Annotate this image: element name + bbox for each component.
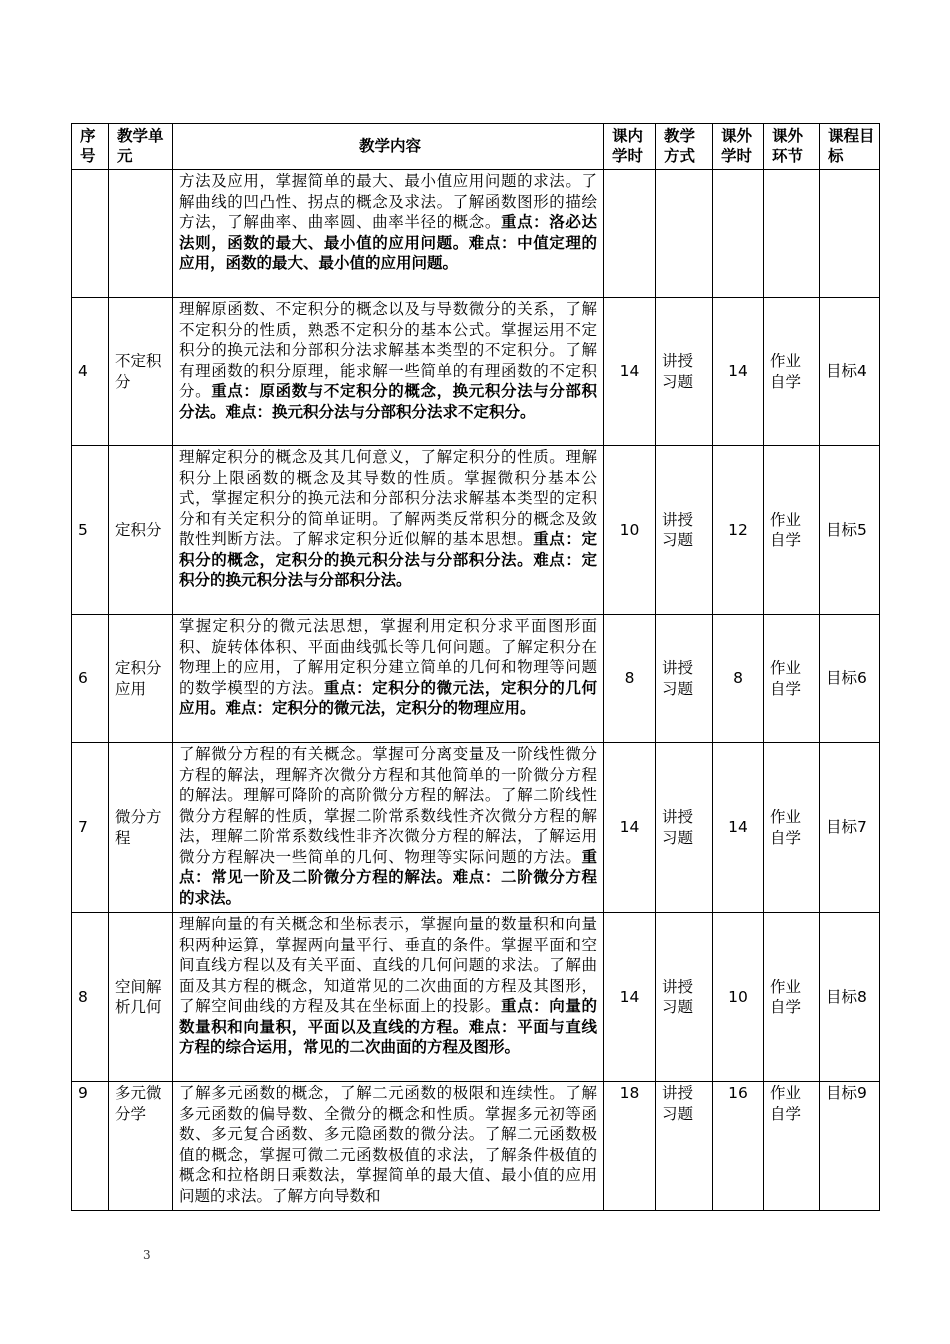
content-text: 理解定积分的概念及其几何意义，了解定积分的性质。理解积分上限函数的概念及其导数的性质。掌握微积分基本公式，掌握定积分的换元法和分部积分法求解基本类型的定积分和有关定积分的简单证明。了解两类反常积分的概念及敛散性判断方法。了解求定积分近似解的基本思想。 xyxy=(179,448,597,548)
header-seq: 序号 xyxy=(72,124,109,170)
unit-cell: 定积分应用 xyxy=(109,615,173,743)
key-points-text: 重点：洛必达法则，函数的最大、最小值的应用问题。难点：中值定理的应用，函数的最大、最小值的应用问题。 xyxy=(179,213,597,272)
header-goal: 课程目标 xyxy=(820,124,880,170)
table-row xyxy=(72,298,880,446)
content-text: 理解原函数、不定积分的概念以及与导数微分的关系，了解不定积分的性质，熟悉不定积分的基本公式。掌握运用不定积分的换元法和分部积分法求解基本类型的不定积分。了解有理函数的积分原理，能求解一些简单的有理函数的不定积分。 xyxy=(179,300,597,400)
goal-cell: 目标8 xyxy=(820,913,880,1082)
method-cell: 讲授习题 xyxy=(656,446,713,615)
out-hours-cell: 14 xyxy=(713,298,764,446)
content-cell xyxy=(173,743,604,913)
out-hours-cell: 14 xyxy=(713,743,764,913)
out-hours-cell: 16 xyxy=(713,1082,764,1211)
table-row xyxy=(72,743,880,913)
seq-cell: 7 xyxy=(72,743,109,913)
table-row xyxy=(72,913,880,1082)
method-cell: 讲授习题 xyxy=(656,298,713,446)
key-points-text: 重点：向量的数量积和向量积，平面以及直线的方程。难点：平面与直线方程的综合运用，常见的二次曲面的方程及图形。 xyxy=(179,997,597,1056)
header-content: 教学内容 xyxy=(173,124,604,170)
key-points-text: 重点：定积分的微元法，定积分的几何应用。难点：定积分的微元法，定积分的物理应用。 xyxy=(179,678,597,717)
goal-cell: 目标7 xyxy=(820,743,880,913)
key-points-text: 重点：原函数与不定积分的概念，换元积分法与分部积分法。难点：换元积分法与分部积分法求不定积分。 xyxy=(179,382,597,421)
method-cell: 讲授习题 xyxy=(656,1082,713,1211)
content-cell xyxy=(173,615,604,743)
header-out-activity: 课外环节 xyxy=(764,124,820,170)
method-cell: 讲授习题 xyxy=(656,743,713,913)
table-header-row xyxy=(72,124,880,170)
in-hours-cell: 14 xyxy=(604,298,656,446)
key-points-text: 重点：定积分的概念，定积分的换元积分法与分部积分法。难点：定积分的换元积分法与分部积分法。 xyxy=(179,530,597,589)
in-hours-cell: 10 xyxy=(604,446,656,615)
table-row xyxy=(72,615,880,743)
seq-cell: 4 xyxy=(72,298,109,446)
unit-cell: 不定积分 xyxy=(109,298,173,446)
out-hours-cell: 12 xyxy=(713,446,764,615)
seq-cell: 8 xyxy=(72,913,109,1082)
out-activity-cell: 作业自学 xyxy=(764,913,820,1082)
out-hours-cell: 8 xyxy=(713,615,764,743)
content-cell xyxy=(173,913,604,1082)
goal-cell: 目标4 xyxy=(820,298,880,446)
content-cell xyxy=(173,298,604,446)
content-text: 理解向量的有关概念和坐标表示，掌握向量的数量积和向量积两种运算，掌握两向量平行、垂直的条件。掌握平面和空间直线方程以及有关平面、直线的几何问题的求法。了解曲面及其方程的概念，知道常见的二次曲面的方程及其图形，了解空间曲线的方程及其在坐标面上的投影。 xyxy=(179,915,597,1015)
header-method: 教学方式 xyxy=(656,124,713,170)
in-hours-cell: 14 xyxy=(604,743,656,913)
content-cell xyxy=(173,1082,604,1211)
goal-cell: 目标6 xyxy=(820,615,880,743)
unit-cell: 定积分 xyxy=(109,446,173,615)
out-hours-cell: 10 xyxy=(713,913,764,1082)
in-hours-cell: 8 xyxy=(604,615,656,743)
content-text: 了解多元函数的概念，了解二元函数的极限和连续性。了解多元函数的偏导数、全微分的概念和性质。掌握多元初等函数、多元复合函数、多元隐函数的微分法。了解二元函数极值的概念，掌握可微二元函数极值的求法，了解条件极值的概念和拉格朗日乘数法，掌握简单的最大值、最小值的应用问题的求法。了解方向导数和 xyxy=(179,1084,597,1205)
seq-cell: 5 xyxy=(72,446,109,615)
seq-cell: 6 xyxy=(72,615,109,743)
method-cell: 讲授习题 xyxy=(656,913,713,1082)
method-cell: 讲授习题 xyxy=(656,615,713,743)
table-row-continuation xyxy=(72,170,880,298)
unit-cell: 微分方程 xyxy=(109,743,173,913)
out-activity-cell: 作业自学 xyxy=(764,446,820,615)
table-row xyxy=(72,1082,880,1211)
out-activity-cell: 作业自学 xyxy=(764,298,820,446)
table-row xyxy=(72,446,880,615)
content-text: 了解微分方程的有关概念。掌握可分离变量及一阶线性微分方程的解法，理解齐次微分方程和其他简单的一阶微分方程的解法。理解可降阶的高阶微分方程的解法。了解二阶线性微分方程解的性质，掌握二阶常系数线性齐次微分方程的解法，理解二阶常系数线性非齐次微分方程的解法，了解运用微分方程解决一些简单的几何、物理等实际问题的方法。 xyxy=(179,745,597,866)
out-activity-cell: 作业自学 xyxy=(764,743,820,913)
goal-cell: 目标5 xyxy=(820,446,880,615)
out-activity-cell: 作业自学 xyxy=(764,615,820,743)
goal-cell: 目标9 xyxy=(820,1082,880,1211)
key-points-text: 重点：常见一阶及二阶微分方程的解法。难点：二阶微分方程的求法。 xyxy=(179,847,597,907)
syllabus-table xyxy=(71,123,880,1211)
content-cell xyxy=(173,446,604,615)
content-text: 掌握定积分的微元法思想，掌握利用定积分求平面图形面积、旋转体体积、平面曲线弧长等几何问题。了解定积分在物理上的应用，了解用定积分建立简单的几何和物理等问题的数学模型的方法。 xyxy=(179,617,597,697)
in-hours-cell: 18 xyxy=(604,1082,656,1211)
unit-cell: 多元微分学 xyxy=(109,1082,173,1211)
page-number: 3 xyxy=(143,1248,151,1262)
header-in-hours: 课内学时 xyxy=(604,124,656,170)
content-cell xyxy=(173,170,604,298)
header-out-hours: 课外学时 xyxy=(713,124,764,170)
content-text: 方法及应用，掌握简单的最大、最小值应用问题的求法。了解曲线的凹凸性、拐点的概念及求法。了解函数图形的描绘方法，了解曲率、曲率圆、曲率半径的概念。 xyxy=(179,172,597,231)
out-activity-cell: 作业自学 xyxy=(764,1082,820,1211)
unit-cell: 空间解析几何 xyxy=(109,913,173,1082)
in-hours-cell: 14 xyxy=(604,913,656,1082)
seq-cell: 9 xyxy=(72,1082,109,1211)
header-unit: 教学单元 xyxy=(109,124,173,170)
